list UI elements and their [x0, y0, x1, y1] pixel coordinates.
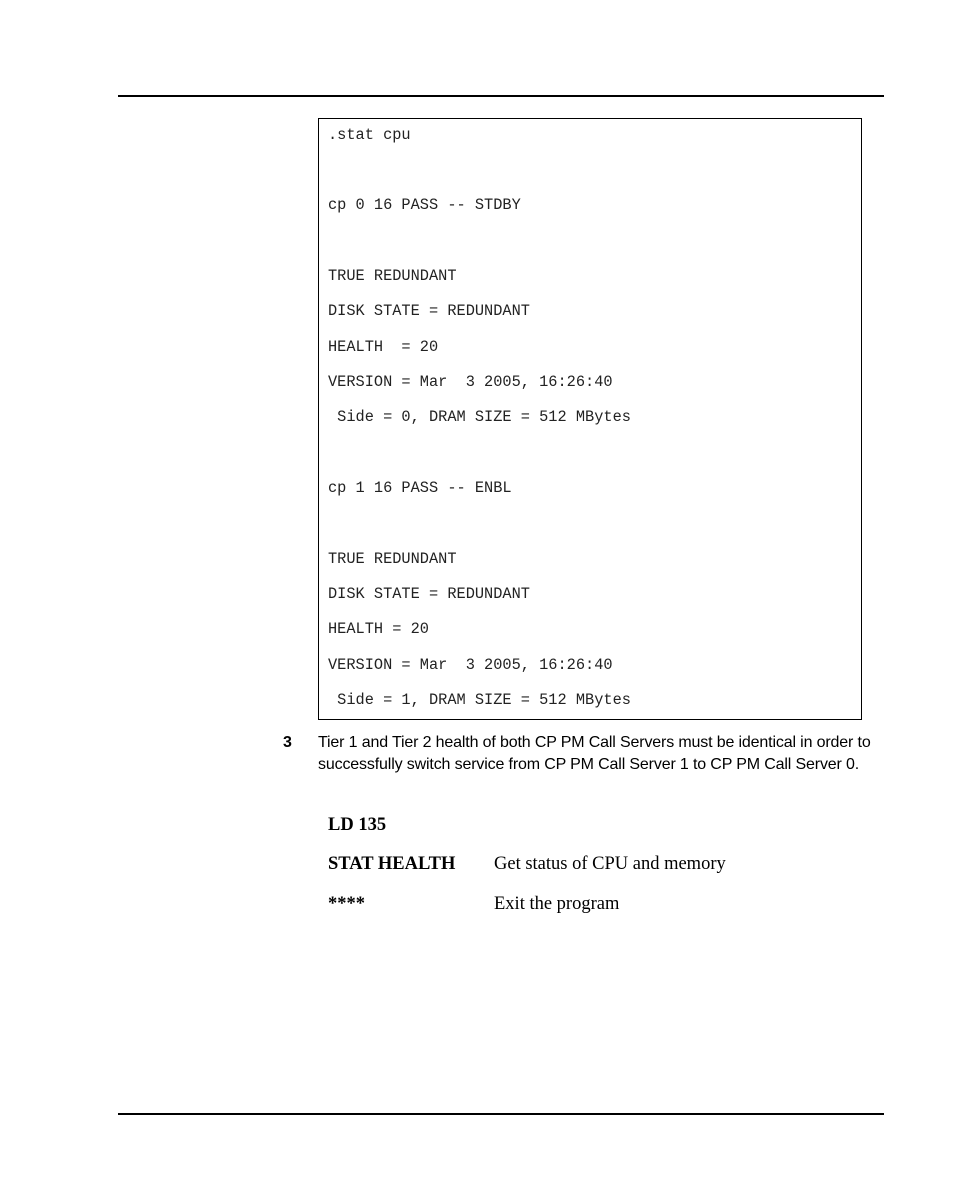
- code-line: cp 1 16 PASS -- ENBL: [328, 479, 512, 497]
- code-line: HEALTH = 20: [328, 338, 439, 356]
- code-line: TRUE REDUNDANT: [328, 550, 457, 568]
- code-line: DISK STATE = REDUNDANT: [328, 585, 530, 603]
- command-name: STAT HEALTH: [328, 854, 456, 874]
- code-line: .stat cpu: [328, 126, 411, 144]
- step-number: 3: [283, 734, 292, 751]
- code-line: TRUE REDUNDANT: [328, 267, 457, 285]
- code-line: VERSION = Mar 3 2005, 16:26:40: [328, 656, 613, 674]
- command-description: Get status of CPU and memory: [494, 854, 726, 874]
- step-text: Tier 1 and Tier 2 health of both CP PM Call Servers must be identical in order to successfully switch service from CP PM Call Server 1 to CP PM Call Server 0.: [318, 734, 871, 773]
- code-line: Side = 1, DRAM SIZE = 512 MBytes: [328, 691, 631, 709]
- code-line: Side = 0, DRAM SIZE = 512 MBytes: [328, 408, 631, 426]
- command-description: Exit the program: [494, 894, 620, 914]
- code-block: [318, 118, 862, 720]
- code-line: VERSION = Mar 3 2005, 16:26:40: [328, 373, 613, 391]
- code-line: DISK STATE = REDUNDANT: [328, 302, 530, 320]
- code-line: cp 0 16 PASS -- STDBY: [328, 196, 521, 214]
- command-name: ****: [328, 894, 365, 914]
- footer-rule: [118, 1113, 884, 1115]
- code-line: HEALTH = 20: [328, 620, 429, 638]
- load-command: LD 135: [328, 815, 387, 835]
- header-rule: [118, 95, 884, 97]
